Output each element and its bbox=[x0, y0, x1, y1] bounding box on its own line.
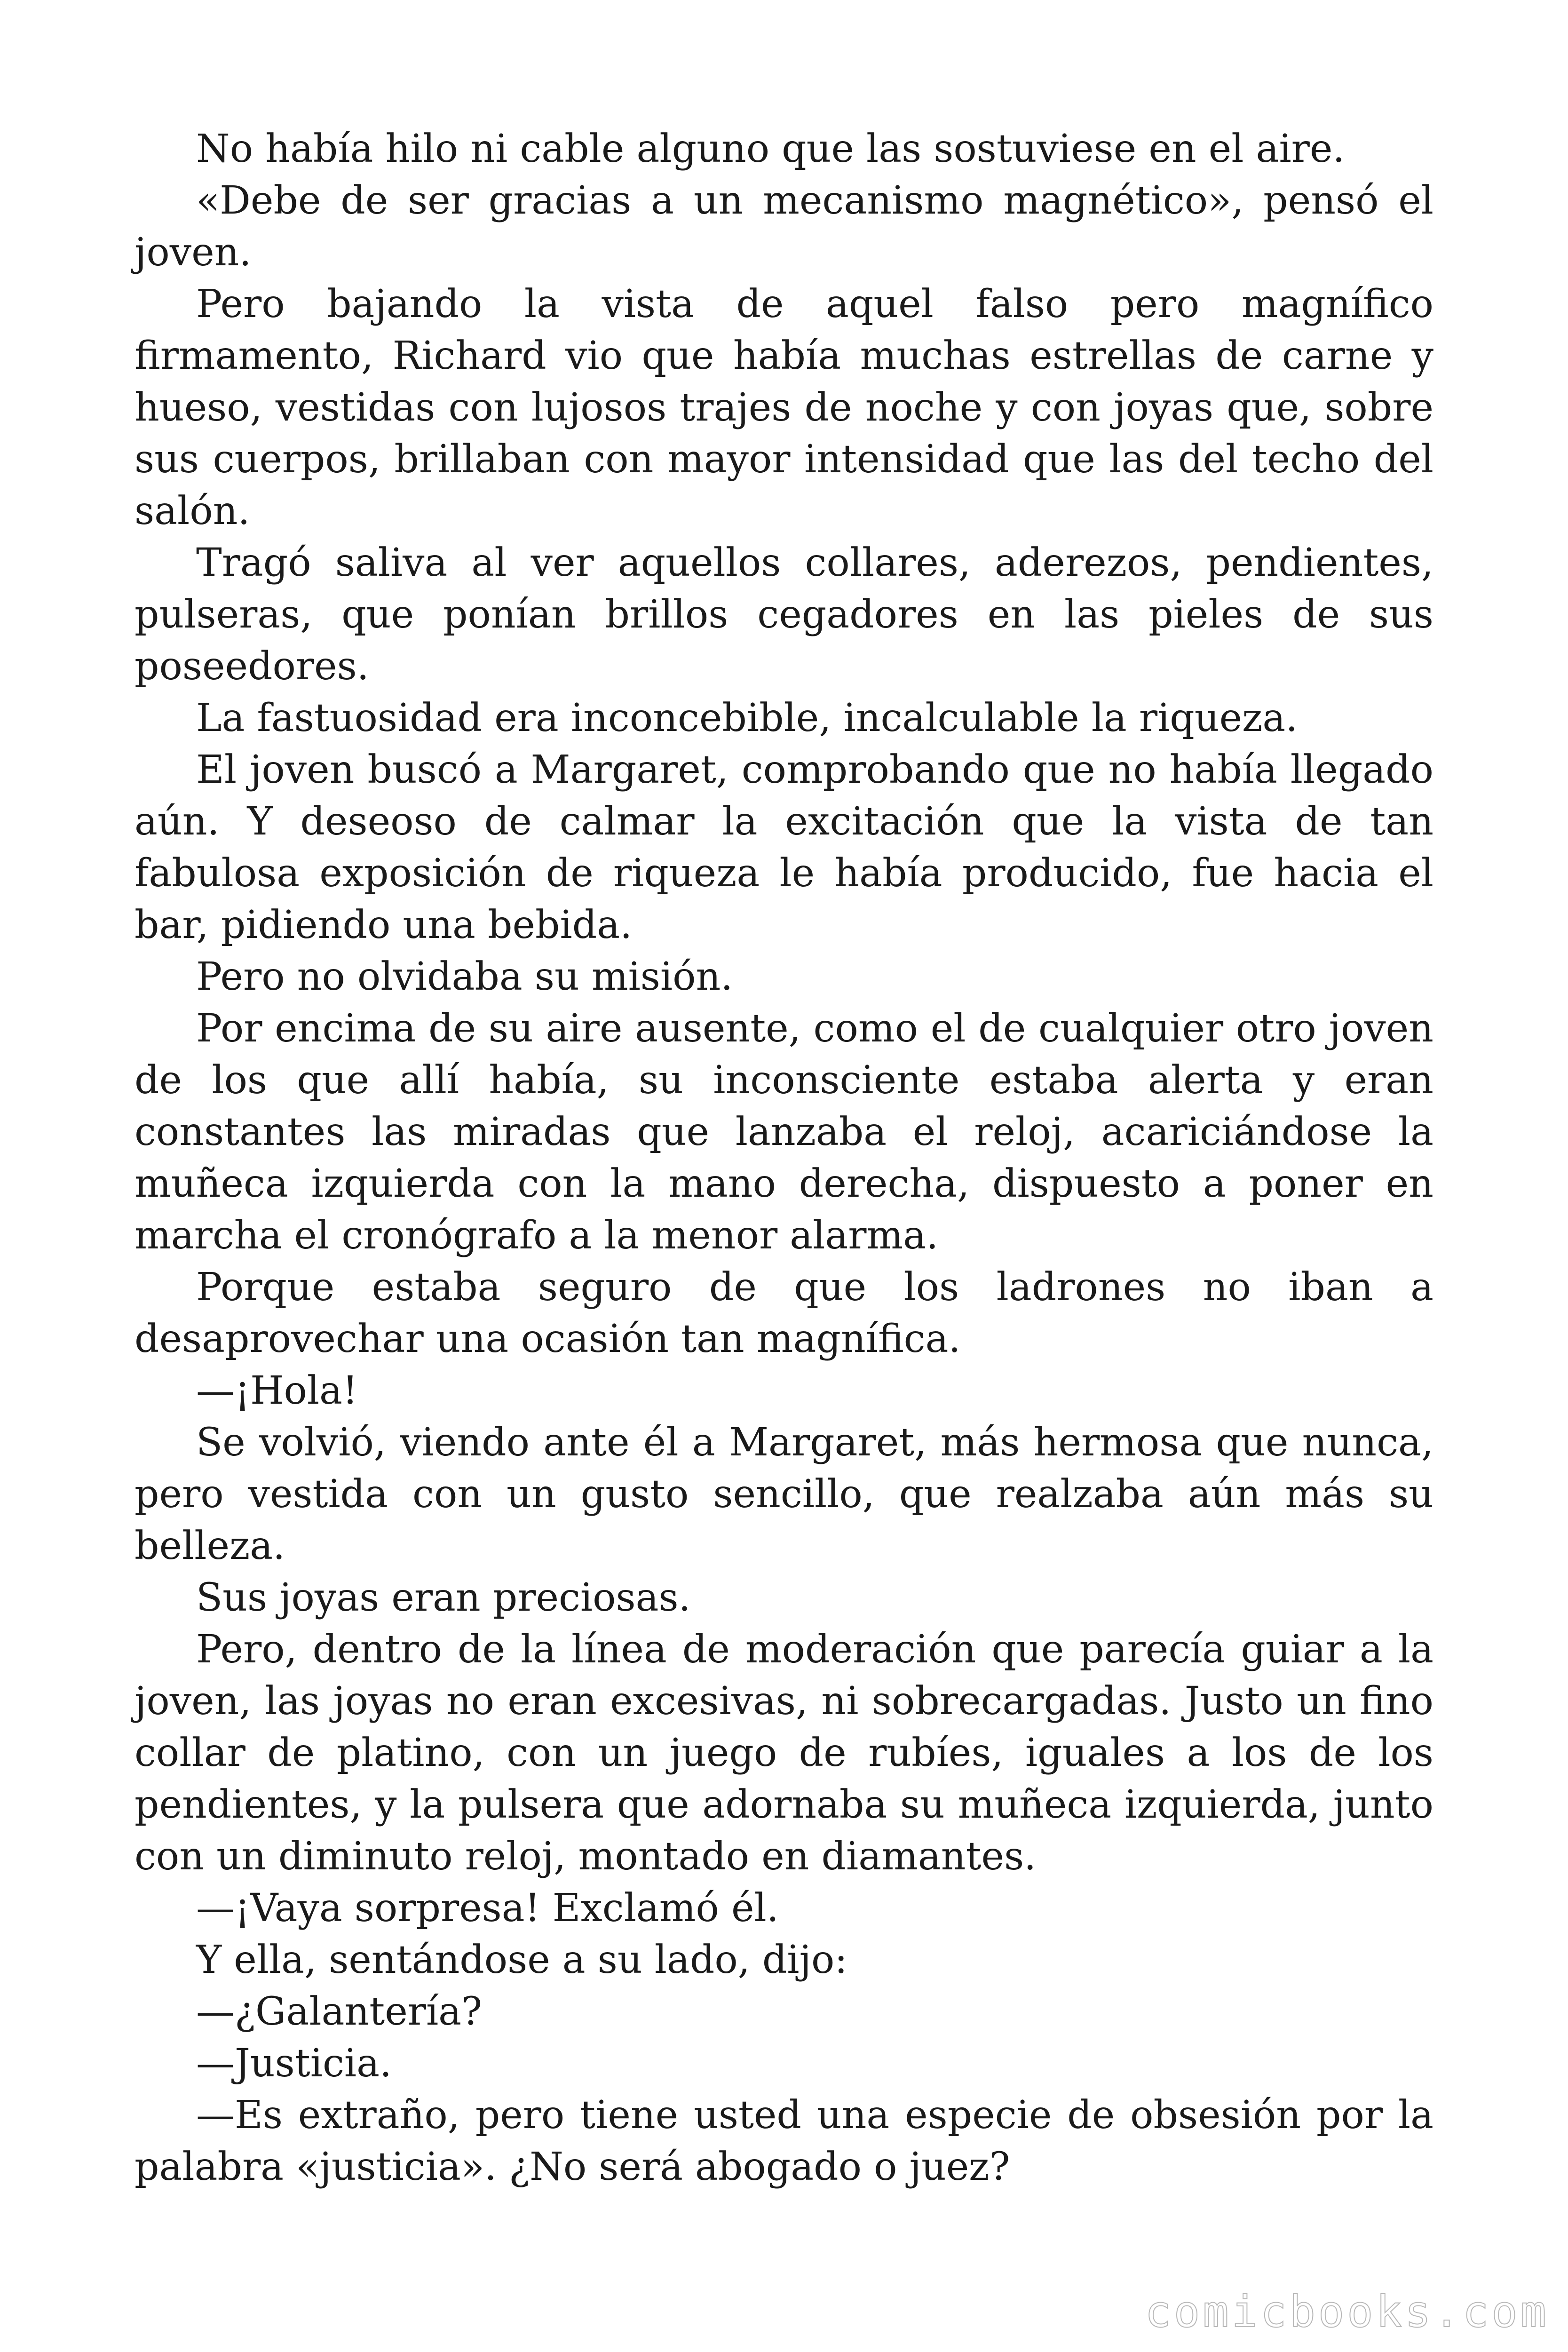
dialogue-line: —Es extraño, pero tiene usted una especie de obsesión por la palabra «justicia». ¿No será abogado o juez? bbox=[135, 2093, 1433, 2189]
page-body bbox=[135, 123, 1433, 2193]
paragraph: Y ella, sentándose a su lado, dijo: bbox=[196, 1938, 847, 1982]
paragraph: Tragó saliva al ver aquellos collares, aderezos, pendientes, pulseras, que ponían brillos cegadores en las pieles de sus poseedores. bbox=[135, 540, 1433, 689]
paragraph: Pero, dentro de la línea de moderación que parecía guiar a la joven, las joyas no eran excesivas, ni sobrecargadas. Justo un fino collar de platino, con un juego de rubíes, iguales a los de los pendientes, y la pulsera que adornaba su muñeca izquierda, junto con un diminuto reloj, montado en diamantes. bbox=[135, 1627, 1433, 1879]
paragraph: Pero no olvidaba su misión. bbox=[196, 954, 733, 999]
dialogue-line: —¡Vaya sorpresa! Exclamó él. bbox=[196, 1886, 779, 1931]
paragraph: No había hilo ni cable alguno que las sostuviese en el aire. bbox=[196, 127, 1345, 171]
paragraph: El joven buscó a Margaret, comprobando que no había llegado aún. Y deseoso de calmar la excitación que la vista de tan fabulosa exposición de riqueza le había producido, fue hacia el bar, pidiendo una bebida. bbox=[135, 747, 1433, 947]
paragraph: Por encima de su aire ausente, como el de cualquier otro joven de los que allí había, su inconsciente estaba alerta y eran constantes las miradas que lanzaba el reloj, acariciándose la muñeca izquierda con la mano derecha, dispuesto a poner en marcha el cronógrafo a la menor alarma. bbox=[135, 1006, 1433, 1258]
dialogue-line: —Justicia. bbox=[196, 2041, 392, 2086]
paragraph: Sus joyas eran preciosas. bbox=[196, 1575, 691, 1620]
dialogue-line: —¿Galantería? bbox=[196, 1989, 483, 2034]
paragraph: Porque estaba seguro de que los ladrones no iban a desaprovechar una ocasión tan magnífica. bbox=[135, 1265, 1433, 1361]
paragraph: Pero bajando la vista de aquel falso pero magnífico firmamento, Richard vio que había muchas estrellas de carne y hueso, vestidas con lujosos trajes de noche y con joyas que, sobre sus cuerpos, brillaban con mayor intensidad que las del techo del salón. bbox=[135, 282, 1433, 533]
paragraph: Se volvió, viendo ante él a Margaret, más hermosa que nunca, pero vestida con un gusto sencillo, que realzaba aún más su belleza. bbox=[135, 1420, 1433, 1568]
dialogue-line: —¡Hola! bbox=[196, 1368, 358, 1413]
paragraph: La fastuosidad era inconcebible, incalculable la riqueza. bbox=[196, 696, 1298, 740]
paragraph: «Debe de ser gracias a un mecanismo magnético», pensó el joven. bbox=[135, 178, 1433, 275]
watermark: comicbooks.com bbox=[1145, 2287, 1549, 2337]
